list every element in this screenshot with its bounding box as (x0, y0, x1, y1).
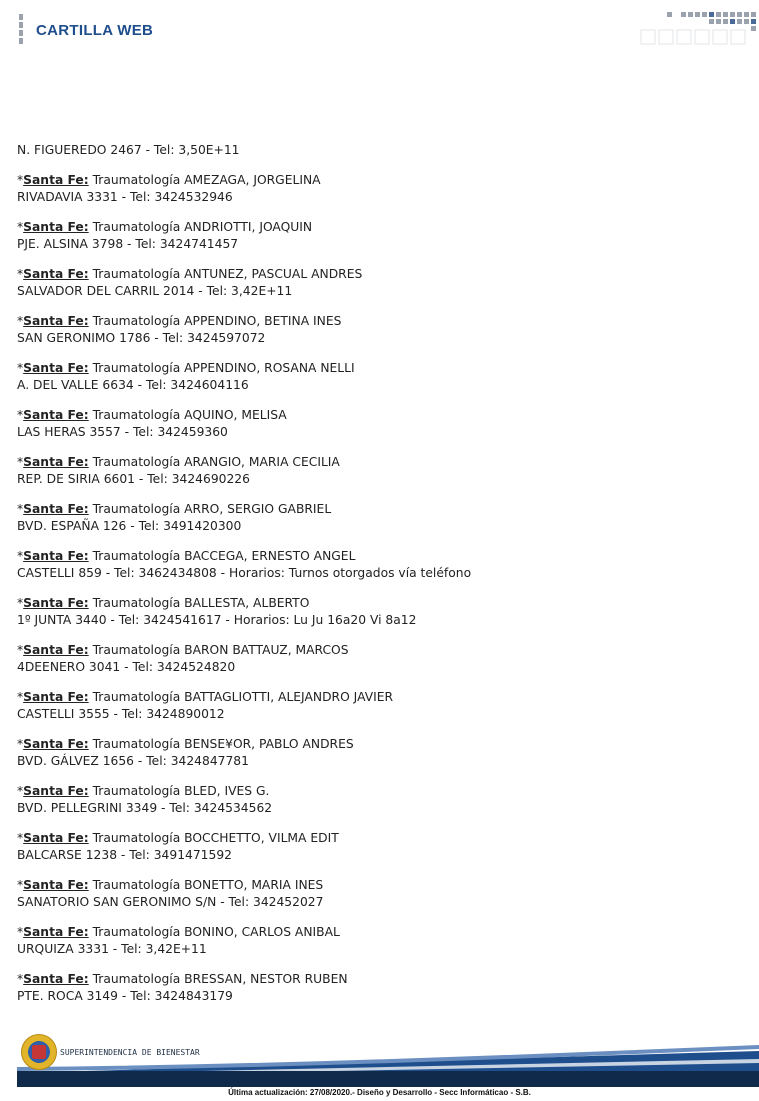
entry-marker: * (17, 737, 24, 751)
address-phone-line: SANATORIO SAN GERONIMO S/N - Tel: 342452027 (17, 895, 324, 909)
address-phone-line: BVD. GÁLVEZ 1656 - Tel: 3424847781 (17, 754, 249, 768)
specialty-and-name: Traumatología BACCEGA, ERNESTO ANGEL (88, 549, 356, 563)
city-label: Santa Fe: (23, 173, 89, 187)
address-phone-line: PJE. ALSINA 3798 - Tel: 3424741457 (17, 237, 239, 251)
provider-entry (17, 924, 737, 958)
provider-entry (17, 595, 737, 629)
specialty-and-name: Traumatología APPENDINO, ROSANA NELLI (88, 361, 355, 375)
provider-entry (17, 830, 737, 864)
specialty-and-name: Traumatología BRESSAN, NESTOR RUBEN (88, 972, 348, 986)
header-accent-bar (19, 14, 23, 46)
provider-entry (17, 689, 737, 723)
entry-marker: * (17, 972, 24, 986)
provider-entry (17, 454, 737, 488)
provider-entry (17, 172, 737, 206)
provider-line (17, 595, 737, 612)
address-phone-line: A. DEL VALLE 6634 - Tel: 3424604116 (17, 378, 249, 392)
provider-entry (17, 360, 737, 394)
address-phone-line: URQUIZA 3331 - Tel: 3,42E+11 (17, 942, 207, 956)
city-label: Santa Fe: (23, 643, 89, 657)
organization-name: SUPERINTENDENCIA DE BIENESTAR (60, 1048, 200, 1057)
provider-entry (17, 313, 737, 347)
listing-continuation-line: N. FIGUEREDO 2467 - Tel: 3,50E+11 (17, 143, 240, 157)
provider-entry (17, 971, 737, 1005)
entry-marker: * (17, 267, 24, 281)
specialty-and-name: Traumatología AMEZAGA, JORGELINA (88, 173, 321, 187)
city-label: Santa Fe: (23, 455, 89, 469)
address-phone-line: REP. DE SIRIA 6601 - Tel: 3424690226 (17, 472, 250, 486)
city-label: Santa Fe: (23, 925, 89, 939)
provider-line (17, 689, 737, 706)
provider-entry (17, 219, 737, 253)
provider-line (17, 454, 737, 471)
specialty-and-name: Traumatología ANDRIOTTI, JOAQUIN (88, 220, 313, 234)
specialty-and-name: Traumatología BOCCHETTO, VILMA EDIT (88, 831, 339, 845)
address-phone-line: 1º JUNTA 3440 - Tel: 3424541617 - Horarios: Lu Ju 16a20 Vi 8a12 (17, 613, 417, 627)
address-phone-line: PTE. ROCA 3149 - Tel: 3424843179 (17, 989, 233, 1003)
last-update-note: Última actualización: 27/08/2020.- Diseño y Desarrollo - Secc Informáticao - S.B. (228, 1088, 531, 1097)
entry-marker: * (17, 643, 24, 657)
city-label: Santa Fe: (23, 314, 89, 328)
provider-entry (17, 501, 737, 535)
specialty-and-name: Traumatología APPENDINO, BETINA INES (88, 314, 342, 328)
address-phone-line: BVD. ESPAÑA 126 - Tel: 3491420300 (17, 519, 242, 533)
city-label: Santa Fe: (23, 502, 89, 516)
city-label: Santa Fe: (23, 831, 89, 845)
city-label: Santa Fe: (23, 878, 89, 892)
entry-marker: * (17, 408, 24, 422)
specialty-and-name: Traumatología ANTUNEZ, PASCUAL ANDRES (88, 267, 363, 281)
provider-entry (17, 642, 737, 676)
entry-marker: * (17, 831, 24, 845)
specialty-and-name: Traumatología BALLESTA, ALBERTO (88, 596, 310, 610)
address-phone-line: BVD. PELLEGRINI 3349 - Tel: 3424534562 (17, 801, 273, 815)
provider-line (17, 830, 737, 847)
entry-marker: * (17, 455, 24, 469)
specialty-and-name: Traumatología ARRO, SERGIO GABRIEL (88, 502, 332, 516)
address-phone-line: BALCARSE 1238 - Tel: 3491471592 (17, 848, 232, 862)
institution-seal-icon (21, 1034, 57, 1070)
provider-entry (17, 877, 737, 911)
provider-line (17, 642, 737, 659)
provider-entry (17, 266, 737, 300)
entry-marker: * (17, 784, 24, 798)
provider-line (17, 501, 737, 518)
city-label: Santa Fe: (23, 267, 89, 281)
provider-line (17, 971, 737, 988)
provider-line (17, 736, 737, 753)
entry-marker: * (17, 173, 24, 187)
specialty-and-name: Traumatología ARANGIO, MARIA CECILIA (88, 455, 340, 469)
entry-marker: * (17, 220, 24, 234)
provider-entry (17, 783, 737, 817)
provider-line (17, 783, 737, 800)
pixel-pattern-decoration (639, 12, 759, 48)
provider-line (17, 407, 737, 424)
provider-line (17, 548, 737, 565)
provider-line (17, 266, 737, 283)
provider-entry (17, 736, 737, 770)
specialty-and-name: Traumatología BONETTO, MARIA INES (88, 878, 324, 892)
page-footer (0, 1025, 759, 1101)
provider-entry (17, 548, 737, 582)
entry-marker: * (17, 361, 24, 375)
address-phone-line: 4DEENERO 3041 - Tel: 3424524820 (17, 660, 236, 674)
provider-line (17, 313, 737, 330)
address-phone-line: CASTELLI 859 - Tel: 3462434808 - Horarios: Turnos otorgados vía teléfono (17, 566, 472, 580)
city-label: Santa Fe: (23, 690, 89, 704)
entry-marker: * (17, 502, 24, 516)
address-phone-line: SALVADOR DEL CARRIL 2014 - Tel: 3,42E+11 (17, 284, 293, 298)
city-label: Santa Fe: (23, 549, 89, 563)
entry-marker: * (17, 549, 24, 563)
provider-entry (17, 407, 737, 441)
city-label: Santa Fe: (23, 737, 89, 751)
address-phone-line: RIVADAVIA 3331 - Tel: 3424532946 (17, 190, 233, 204)
specialty-and-name: Traumatología BARON BATTAUZ, MARCOS (88, 643, 349, 657)
provider-line (17, 172, 737, 189)
entry-marker: * (17, 314, 24, 328)
specialty-and-name: Traumatología AQUINO, MELISA (88, 408, 287, 422)
specialty-and-name: Traumatología BLED, IVES G. (88, 784, 270, 798)
entry-marker: * (17, 596, 24, 610)
city-label: Santa Fe: (23, 972, 89, 986)
city-label: Santa Fe: (23, 596, 89, 610)
city-label: Santa Fe: (23, 784, 89, 798)
city-label: Santa Fe: (23, 220, 89, 234)
provider-list (17, 172, 737, 1005)
city-label: Santa Fe: (23, 408, 89, 422)
entry-marker: * (17, 925, 24, 939)
specialty-and-name: Traumatología BATTAGLIOTTI, ALEJANDRO JAVIER (88, 690, 394, 704)
address-phone-line: CASTELLI 3555 - Tel: 3424890012 (17, 707, 225, 721)
city-label: Santa Fe: (23, 361, 89, 375)
provider-line (17, 877, 737, 894)
specialty-and-name: Traumatología BENSE¥OR, PABLO ANDRES (88, 737, 354, 751)
entry-marker: * (17, 878, 24, 892)
page-title: CARTILLA WEB (36, 22, 154, 39)
page-header (0, 0, 759, 60)
footer-band (17, 1071, 759, 1087)
specialty-and-name: Traumatología BONINO, CARLOS ANIBAL (88, 925, 340, 939)
address-phone-line: SAN GERONIMO 1786 - Tel: 3424597072 (17, 331, 266, 345)
provider-line (17, 360, 737, 377)
directory-listing (17, 142, 737, 1018)
entry-marker: * (17, 690, 24, 704)
provider-line (17, 924, 737, 941)
address-phone-line: LAS HERAS 3557 - Tel: 342459360 (17, 425, 228, 439)
provider-line (17, 219, 737, 236)
